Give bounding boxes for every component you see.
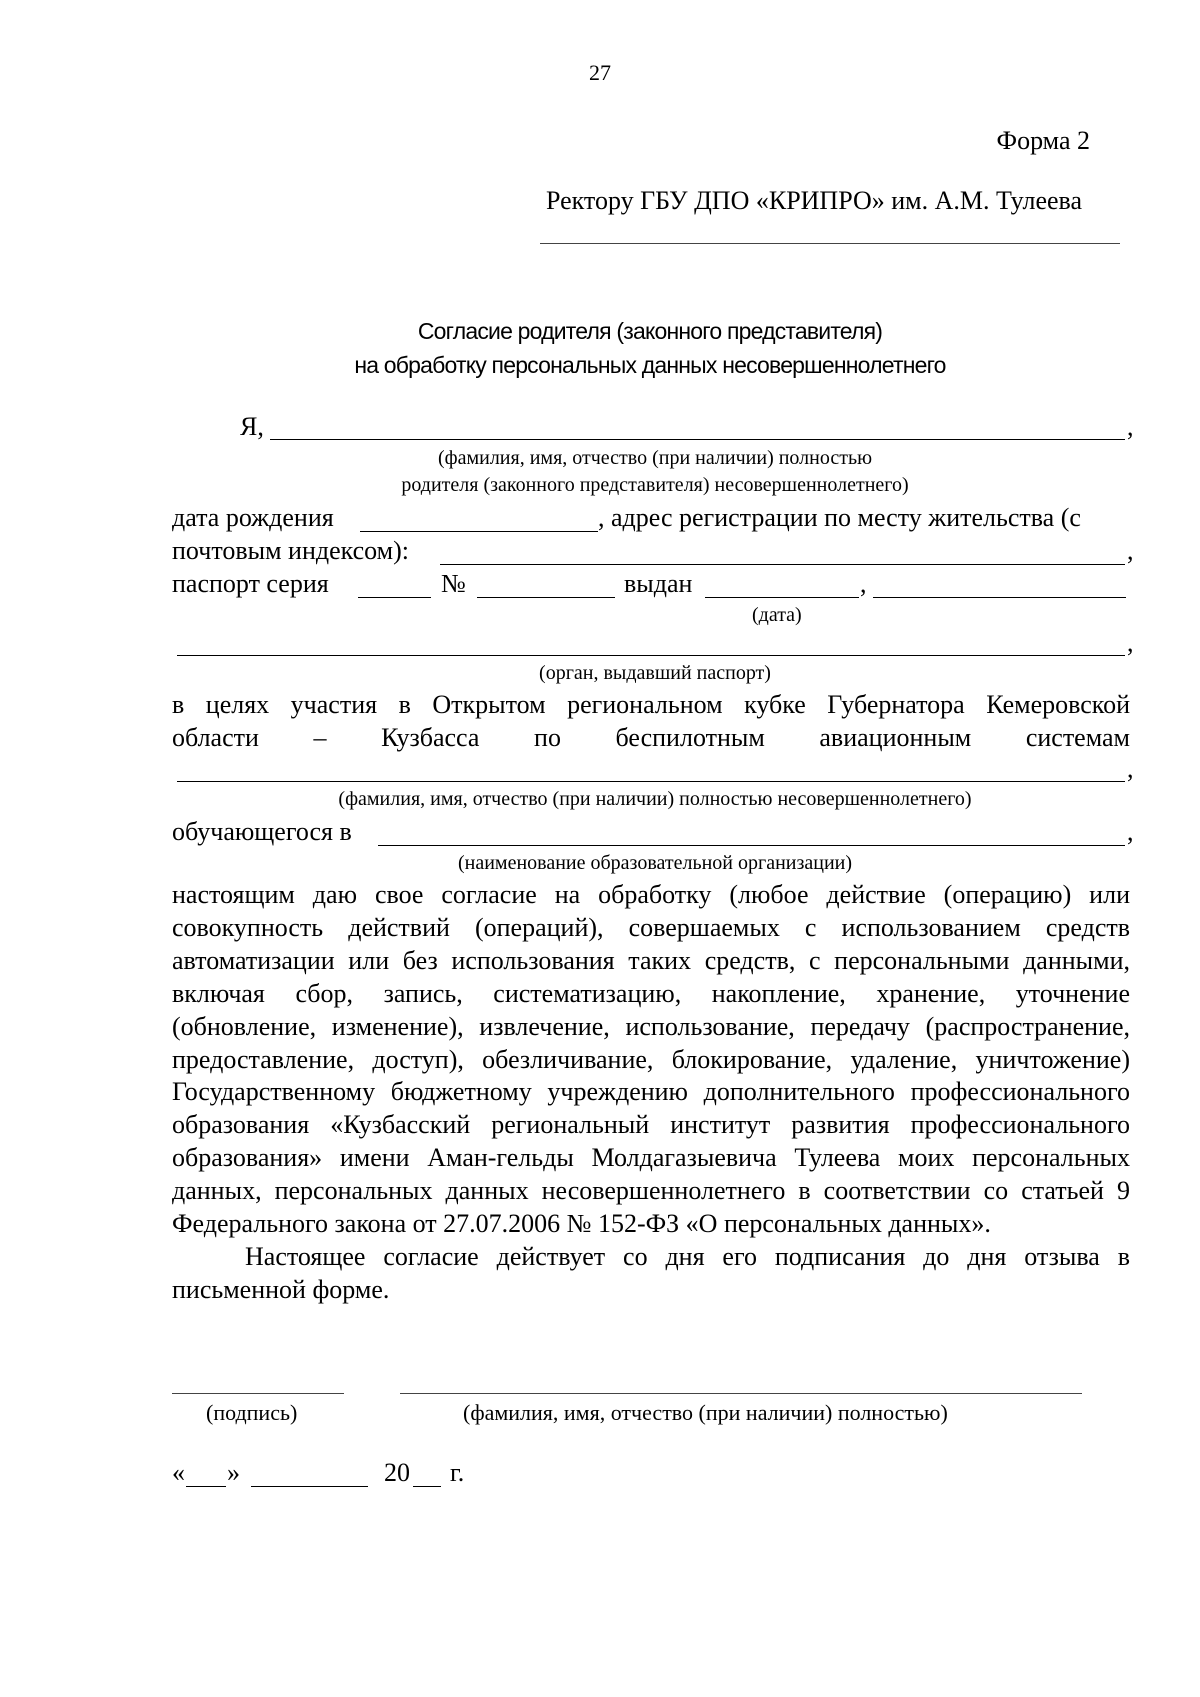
- organization-caption: (наименование образовательной организации): [457, 852, 853, 874]
- document-title-line-2: на обработку персональных данных несовершеннолетнего: [354, 352, 946, 378]
- month-field[interactable]: [251, 1486, 368, 1487]
- issue-date-field[interactable]: [705, 597, 859, 598]
- addressee-name-field[interactable]: [540, 243, 1120, 244]
- address-field[interactable]: [440, 564, 1125, 565]
- issuer-caption: (орган, выдавший паспорт): [539, 662, 771, 684]
- child-name-field[interactable]: [177, 781, 1125, 782]
- signature-field[interactable]: [172, 1393, 344, 1394]
- issuer-field-start[interactable]: [873, 597, 1126, 598]
- student-label: обучающегося в: [172, 817, 352, 846]
- address-label: , адрес регистрации по месту жительства (с: [598, 503, 1081, 532]
- signer-name-field[interactable]: [400, 1393, 1082, 1394]
- comma: ,: [1127, 628, 1134, 657]
- postal-label: почтовым индексом):: [172, 536, 409, 565]
- purpose-line-1: в целях участия в Открытом региональном кубке Губернатора Кемеровской: [172, 690, 1130, 719]
- year-prefix: 20: [384, 1458, 410, 1487]
- passport-series-field[interactable]: [358, 597, 431, 598]
- consent-paragraph: настоящим даю свое согласие на обработку (любое действие (операцию) или совокупность действий (операций), совершаемых с использованием средств автоматизации или без использования таких средств, с персональными данными, включая сбор, запись, систематизацию, накопление, хранение, уточнение (обновление, изменение), извлечение, использование, передачу (распространение, предоставление, доступ), обезличивание, блокирование, удаление, уничтожение) Государственному бюджетному учреждению дополнительного профессионального образования «Кузбасский региональный институт развития профессионального образования» имени Аман-гельды Молдагазыевича Тулеева моих персональных данных, персональных данных несовершеннолетнего в соответствии со статьей 9 Федерального закона от 27.07.2006 № 152-ФЗ «О персональных данных».: [172, 880, 1130, 1239]
- year-suffix: г.: [450, 1458, 465, 1487]
- form-label: Форма 2: [996, 126, 1090, 155]
- date-open-quote: «: [172, 1458, 185, 1487]
- signer-name-caption: (фамилия, имя, отчество (при наличии) полностью): [463, 1400, 948, 1425]
- date-caption: (дата): [752, 604, 802, 626]
- dob-field[interactable]: [360, 531, 598, 532]
- day-field[interactable]: [186, 1486, 226, 1487]
- page-number: 27: [589, 60, 611, 85]
- signature-caption: (подпись): [206, 1400, 298, 1425]
- passport-series-label: паспорт серия: [172, 569, 329, 598]
- comma: ,: [1127, 536, 1134, 565]
- comma: ,: [1127, 817, 1134, 846]
- parent-name-field[interactable]: [270, 439, 1125, 440]
- ya-label: Я,: [240, 412, 264, 441]
- purpose-line-2: области – Кузбасса по беспилотным авиационным системам: [172, 723, 1130, 752]
- issued-label: выдан: [624, 569, 693, 598]
- passport-number-field[interactable]: [477, 597, 615, 598]
- addressee: Ректору ГБУ ДПО «КРИПРО» им. А.М. Тулеева: [545, 186, 1082, 215]
- document-title-line-1: Согласие родителя (законного представителя): [417, 318, 883, 344]
- child-caption: (фамилия, имя, отчество (при наличии) полностью несовершеннолетнего): [338, 788, 972, 810]
- year-field[interactable]: [413, 1486, 441, 1487]
- dob-label: дата рождения: [172, 503, 334, 532]
- parent-caption-2: родителя (законного представителя) несовершеннолетнего): [401, 474, 909, 496]
- number-sign: №: [441, 569, 466, 598]
- comma: ,: [1127, 412, 1134, 441]
- date-close-quote: »: [227, 1458, 240, 1487]
- comma: ,: [860, 569, 867, 598]
- validity-paragraph: Настоящее согласие действует со дня его подписания до дня отзыва в письменной форме.: [172, 1241, 1130, 1304]
- organization-field[interactable]: [378, 845, 1125, 846]
- issuer-field[interactable]: [177, 655, 1125, 656]
- comma: ,: [1127, 754, 1134, 783]
- parent-caption-1: (фамилия, имя, отчество (при наличии) полностью: [437, 447, 873, 469]
- consent-body: [172, 879, 1130, 1307]
